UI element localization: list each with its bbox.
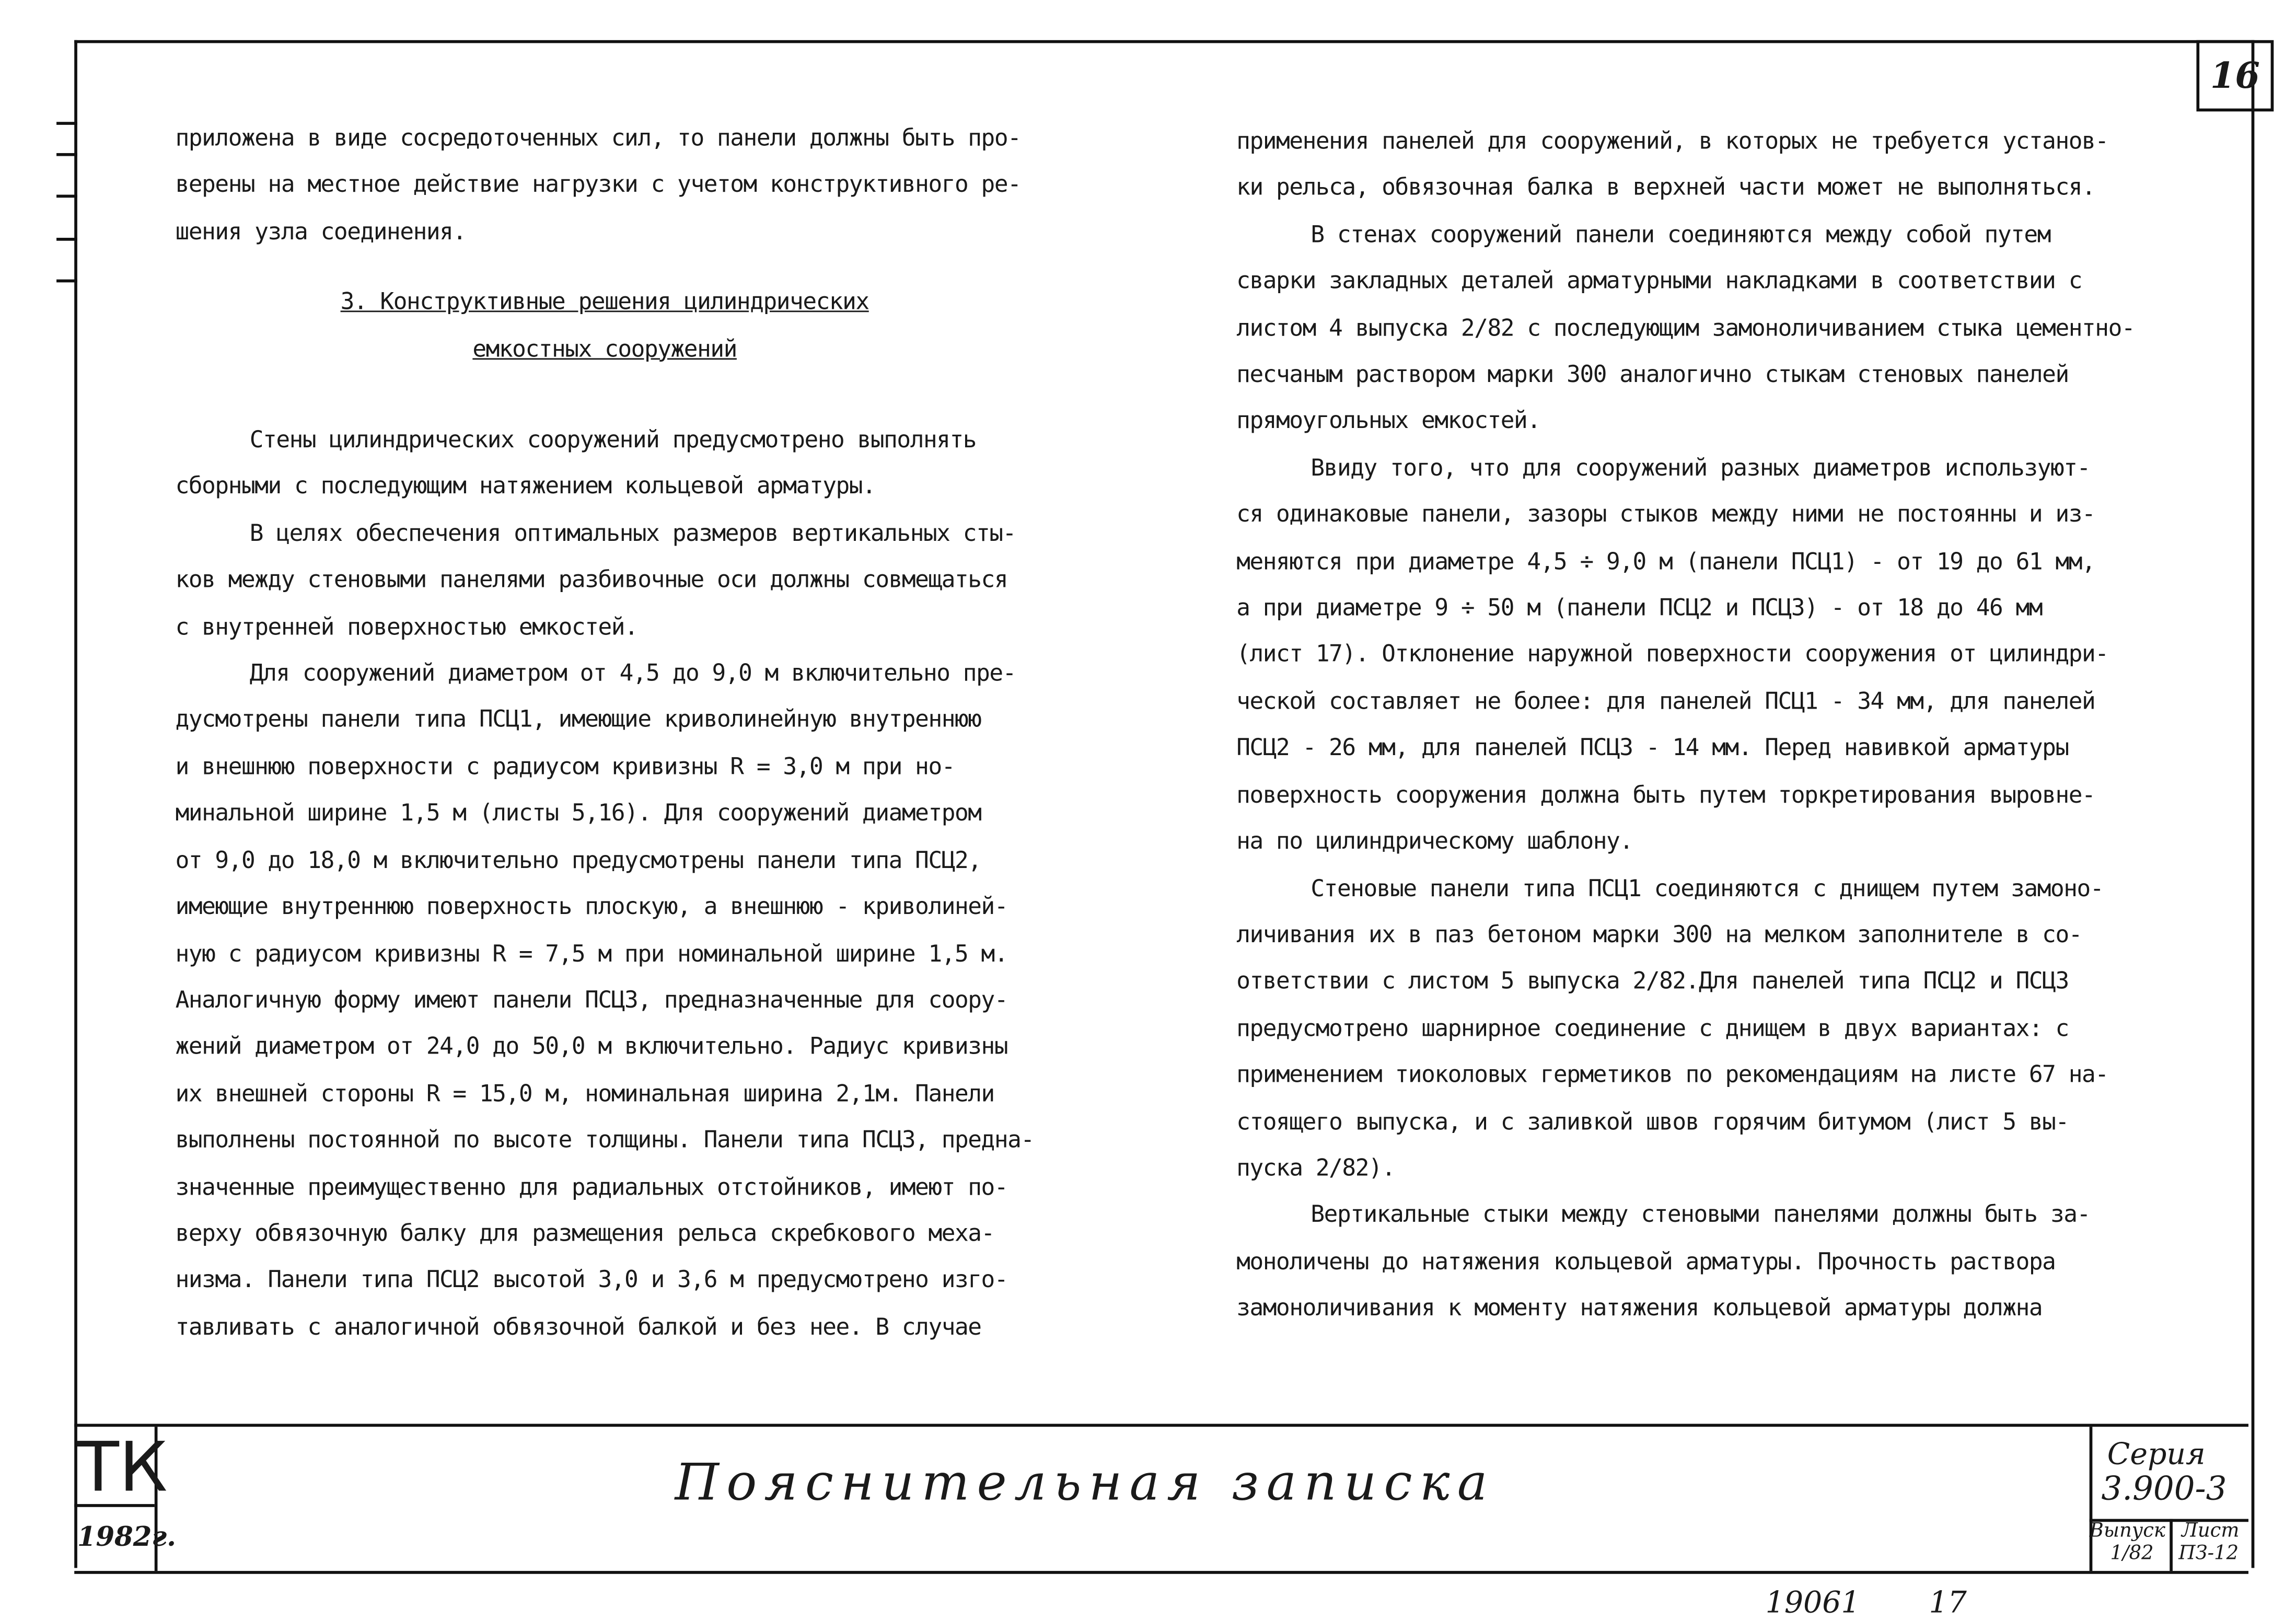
binding-tick (56, 122, 77, 125)
text-line: ческой составляет не более: для панелей ПСЦ1 - 34 мм, для панелей (1236, 688, 2095, 715)
text-line: применения панелей для сооружений, в которых не требуется установ- (1236, 128, 2108, 155)
series-label: Серия (2107, 1436, 2206, 1472)
text-line: сварки закладных деталей арматурными накладками в соответствии с (1236, 268, 2082, 295)
section-heading: 3. Конструктивные решения цилиндрических (340, 288, 869, 316)
binding-tick (56, 238, 77, 241)
text-line: значенные преимущественно для радиальных отстойников, имеют по- (175, 1173, 1008, 1200)
text-line: жений диаметром от 24,0 до 50,0 м включительно. Радиус кривизны (175, 1033, 1008, 1060)
text-line: низма. Панели типа ПСЦ2 высотой 3,0 и 3,6 м предусмотрено изго- (175, 1267, 1008, 1294)
text-line: В целях обеспечения оптимальных размеров вертикальных сты- (249, 519, 1016, 547)
text-line: Стеновые панели типа ПСЦ1 соединяются с днищем путем замоно- (1311, 874, 2104, 901)
text-line: поверхность сооружения должна быть путем торкретирования выровне- (1236, 781, 2095, 808)
text-line: Ввиду того, что для сооружений разных диаметров используют- (1311, 454, 2090, 482)
text-line: Стены цилиндрических сооружений предусмотрено выполнять (249, 426, 977, 454)
text-line: на по цилиндрическому шаблону. (1236, 828, 1633, 855)
page-number: 17 (1929, 1584, 1967, 1620)
stamp-divider (2090, 1427, 2093, 1571)
text-line: замоноличивания к моменту натяжения кольцевой арматуры должна (1236, 1294, 2043, 1322)
text-line: (лист 17). Отклонение наружной поверхности сооружения от цилиндри- (1236, 641, 2108, 668)
text-line: моноличены до натяжения кольцевой арматуры. Прочность раствора (1236, 1248, 2056, 1275)
stamp-divider (2170, 1519, 2173, 1571)
text-line: ки рельса, обвязочная балка в верхней части может не выполняться. (1236, 174, 2095, 202)
binding-tick (56, 195, 77, 198)
sheet-number: 16 (2196, 40, 2274, 112)
binding-tick (56, 153, 77, 156)
text-line: предусмотрено шарнирное соединение с днищем в двух вариантах: с (1236, 1014, 2069, 1042)
text-line: ся одинаковые панели, зазоры стыков между ними не постоянны и из- (1236, 501, 2095, 528)
text-line: Аналогичную форму имеют панели ПСЦ3, предназначенные для соору- (175, 987, 1008, 1014)
text-line: с внутренней поверхностью емкостей. (175, 613, 638, 640)
text-line: выполнены постоянной по высоте толщины. Панели типа ПСЦ3, предна- (175, 1127, 1034, 1154)
right-column (1236, 119, 2135, 1333)
text-line: верены на местное действие нагрузки с учетом конструктивного ре- (175, 171, 1021, 199)
left-column (176, 116, 1034, 1351)
text-line: личивания их в паз бетоном марки 300 на мелком заполнителе в со- (1236, 921, 2082, 948)
issue-label: Выпуск (2089, 1520, 2166, 1543)
text-line: ков между стеновыми панелями разбивочные оси должны совмещаться (175, 566, 1008, 594)
text-line: верху обвязочную балку для размещения рельса скребкового меха- (175, 1220, 994, 1247)
text-line: ную с радиусом кривизны R = 7,5 м при номинальной ширине 1,5 м. (175, 940, 1008, 967)
document-title: Пояснительная записка (675, 1453, 1495, 1513)
text-line: песчаным раствором марки 300 аналогично стыкам стеновых панелей (1236, 361, 2069, 388)
text-line: дусмотрены панели типа ПСЦ1, имеющие криволинейную внутреннюю (175, 707, 981, 734)
text-line: прямоугольных емкостей. (1236, 408, 1540, 435)
text-line: Для сооружений диаметром от 4,5 до 9,0 м включительно пре- (249, 659, 1016, 687)
text-line: пуска 2/82). (1236, 1154, 1395, 1182)
stamp-year: 1982г. (77, 1522, 177, 1553)
text-line: и внешнюю поверхности с радиусом кривизны R = 3,0 м при но- (175, 753, 955, 780)
text-line: В стенах сооружений панели соединяются между собой путем (1311, 221, 2051, 248)
text-line: сборными с последующим натяжением кольцевой арматуры. (175, 473, 876, 500)
text-line: приложена в виде сосредоточенных сил, то панели должны быть про- (175, 124, 1021, 152)
issue-value: 1/82 (2110, 1543, 2154, 1565)
text-line: Вертикальные стыки между стеновыми панелями должны быть за- (1311, 1201, 2090, 1229)
text-line: ответствии с листом 5 выпуска 2/82.Для панелей типа ПСЦ2 и ПСЦ3 (1236, 968, 2069, 995)
section-heading: емкостных сооружений (472, 335, 737, 362)
text-line: ПСЦ2 - 26 мм, для панелей ПСЦ3 - 14 мм. Перед навивкой арматуры (1236, 734, 2069, 761)
order-no: 19061 (1765, 1584, 1860, 1620)
sheet-label: Лист (2181, 1520, 2240, 1543)
sheet-value: ПЗ-12 (2178, 1543, 2239, 1565)
text-line: а при диаметре 9 ÷ 50 м (панели ПСЦ2 и ПСЦ3) - от 18 до 46 мм (1236, 594, 2043, 621)
series-value: 3.900-3 (2101, 1471, 2227, 1509)
text-line: тавливать с аналогичной обвязочной балкой и без нее. В случае (175, 1313, 981, 1340)
text-line: имеющие внутреннюю поверхность плоскую, а внешнюю - криволиней- (175, 893, 1008, 920)
text-line: от 9,0 до 18,0 м включительно предусмотрены панели типа ПСЦ2, (175, 847, 981, 874)
text-line: листом 4 выпуска 2/82 с последующим замоноличиванием стыка цементно- (1236, 314, 2135, 342)
binding-tick (56, 280, 77, 283)
organization-mark: ТК (77, 1427, 168, 1507)
text-line: меняются при диаметре 4,5 ÷ 9,0 м (панели ПСЦ1) - от 19 до 61 мм, (1236, 548, 2095, 575)
order-number (1766, 1584, 1967, 1620)
text-line: их внешней стороны R = 15,0 м, номинальная ширина 2,1м. Панели (175, 1080, 994, 1107)
text-line: применением тиоколовых герметиков по рекомендациям на листе 67 на- (1236, 1061, 2108, 1089)
text-line: минальной ширине 1,5 м (листы 5,16). Для сооружений диаметром (175, 800, 981, 827)
text-line: шения узла соединения. (175, 218, 466, 245)
text-line: стоящего выпуска, и с заливкой швов горячим битумом (лист 5 вы- (1236, 1108, 2069, 1135)
